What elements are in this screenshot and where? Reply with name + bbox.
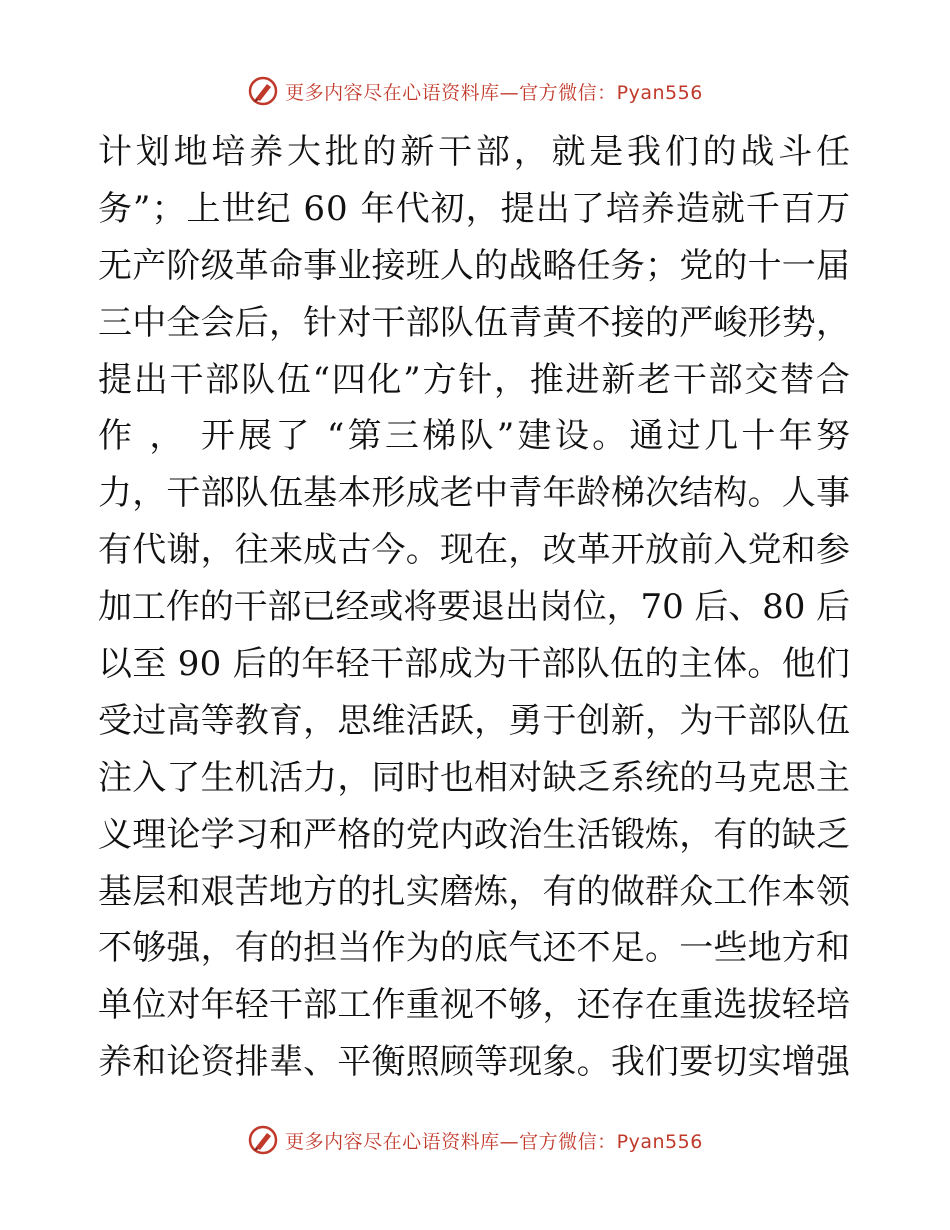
body-line: 力，干部队伍基本形成老中青年龄梯次结构。人事 [98,473,851,514]
body-line: 义理论学习和严格的党内政治生活锻炼，有的缺乏 [98,814,851,855]
body-line: 作 ， 开展了 “第三梯队”建设。通过几十年努 [98,416,854,457]
body-line: 务”；上世纪 60 年代初，提出了培养造就千百万 [98,188,851,229]
header-watermark [0,71,950,111]
footer-watermark-text: 更多内容尽在心语资料库—官方微信：Pyan556 [285,1130,703,1153]
body-line: 无产阶级革命事业接班人的战略任务；党的十一届 [98,245,851,286]
header-watermark-text: 更多内容尽在心语资料库—官方微信：Pyan556 [285,81,703,104]
document-body [98,124,854,1091]
pen-logo-icon [247,75,279,107]
footer-watermark [0,1120,950,1160]
body-line: 三中全会后，针对干部队伍青黄不接的严峻形势， [98,302,851,343]
body-line: 单位对年轻干部工作重视不够，还存在重选拔轻培 [98,985,851,1026]
body-line: 不够强，有的担当作为的底气还不足。一些地方和 [98,928,851,969]
body-line: 注入了生机活力，同时也相对缺乏系统的马克思主 [98,757,851,798]
body-line: 计划地培养大批的新干部，就是我们的战斗任 [98,132,854,172]
body-line: 提出干部队伍“四化”方针，推进新老干部交替合 [98,359,852,400]
body-line: 养和论资排辈、平衡照顾等现象。我们要切实增强 [98,1042,851,1083]
body-line: 受过高等教育，思维活跃，勇于创新，为干部队伍 [98,700,851,741]
body-line: 有代谢，往来成古今。现在，改革开放前入党和参 [98,530,851,571]
body-line: 以至 90 后的年轻干部成为干部队伍的主体。他们 [98,644,851,685]
body-line: 基层和艰苦地方的扎实磨炼，有的做群众工作本领 [98,871,851,912]
pen-logo-icon [247,1124,279,1156]
body-line: 加工作的干部已经或将要退出岗位，70 后、80 后 [98,587,850,628]
